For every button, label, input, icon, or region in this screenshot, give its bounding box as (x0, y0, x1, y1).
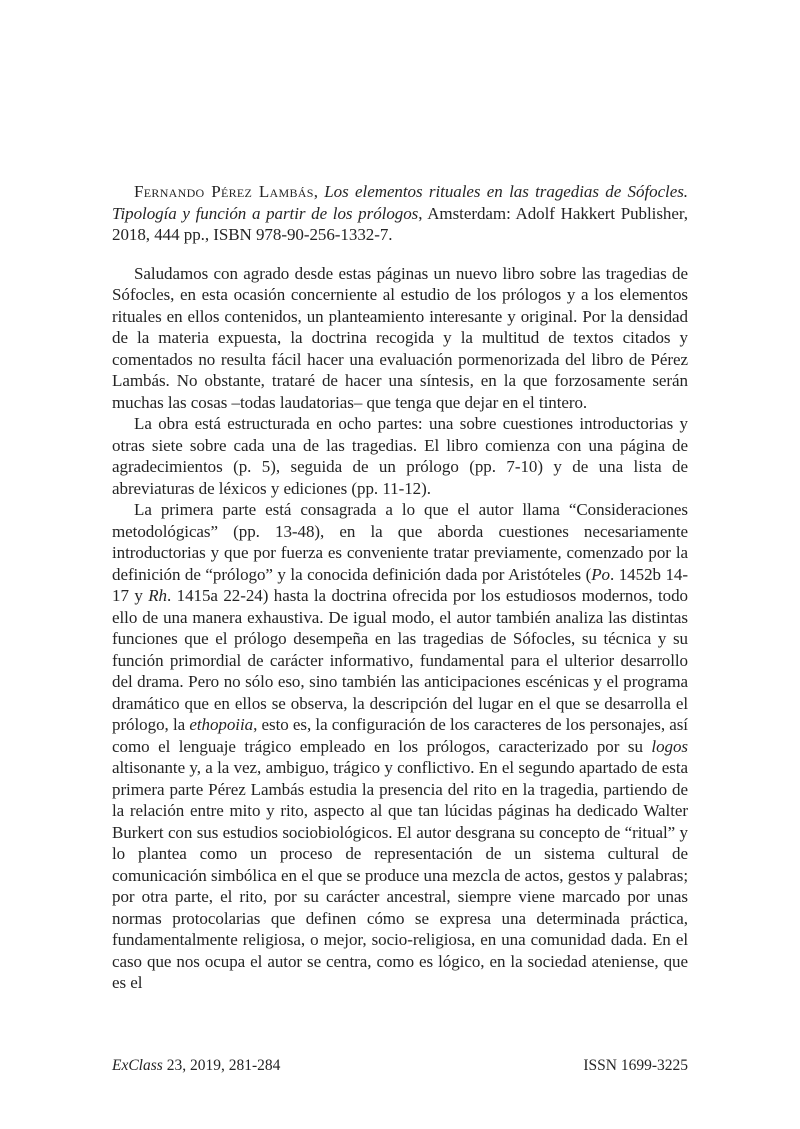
text-run-italic: Los elementos rituales en las tragedias de Sófocles. Tipología y función a partir de los prólogos (112, 182, 688, 223)
text-run-normal: Saludamos con agrado desde estas páginas un nuevo libro sobre las tragedias de Sófocles, en esta ocasión concerniente al estudio de los prólogos y a los elementos rituales en ellos contenidos, un planteamiento interesante y original. Por la densidad de la materia expuesta, la doctrina recogida y la multitud de textos citados y comentados no resulta fácil hacer una evaluación pormenorizada del libro de Pérez Lambás. No obstante, trataré de hacer una síntesis, en la que forzosamente serán muchas las cosas –todas laudatorias– que tenga que dejar en el tintero. (112, 263, 688, 412)
text-run-normal: , (313, 182, 325, 201)
text-run-normal: 23, 2019, 281-284 (162, 1057, 281, 1074)
paragraph-intro (112, 263, 688, 414)
text-run-normal: La primera parte está consagrada a lo que el autor llama “Consideraciones metodológicas” (pp. 13-48), en la que aborda cuestiones necesariamente introductorias y que por fuerza es conveniente tratar previamente, comenzado por la definición de “prólogo” y la conocida definición dada por Aristóteles ( (112, 500, 688, 584)
text-run-italic: logos (651, 736, 688, 756)
text-block (112, 181, 688, 994)
text-run-italic: ethopoiia (189, 715, 254, 734)
text-run-normal: . 1415a 22-24) hasta la doctrina ofrecida por los estudiosos modernos, todo ello de una manera exhaustiva. De igual modo, el autor también analiza las distintas funciones que el prólogo desempeña en las tragedias de Sófocles, su técnica y su función primordial de carácter informativo, fundamental para el ulterior desarrollo del drama. Pero no sólo eso, sino también las anticipaciones escénicas y el programa dramático que en ellos se observa, la descripción del lugar en el que se desarrolla el prólogo, la (112, 586, 688, 734)
page-footer (112, 1056, 688, 1076)
text-run-italic: Rh (148, 586, 167, 605)
paragraph-first-part (112, 499, 688, 994)
issn-label: ISSN 1699-3225 (583, 1057, 688, 1074)
text-run-normal: . 1452b 14-17 y (112, 564, 688, 605)
text-run-normal: , esto es, la configuración de los caracteres de los personajes, así como el lenguaje trágico empleado en los prólogos, caracterizado por su (112, 715, 688, 756)
text-run-normal: La obra está estructurada en ocho partes: una sobre cuestiones introductorias y otras siete sobre cada una de las tragedias. El libro comienza con una página de agradecimientos (p. 5), seguida de un prólogo (pp. 7-10) y de una lista de abreviaturas de léxicos y ediciones (pp. 11-12). (112, 414, 688, 498)
paragraph-structure (112, 413, 688, 499)
journal-citation (112, 1056, 280, 1076)
text-run-italic: ExClass (112, 1057, 163, 1074)
bibliographic-heading (112, 181, 688, 246)
text-run-smallcaps: Fernando Pérez Lambás (134, 182, 314, 201)
text-run-normal: altisonante y, a la vez, ambiguo, trágico y conflictivo. En el segundo apartado de esta primera parte Pérez Lambás estudia la presencia del rito en la tragedia, partiendo de la relación entre mito y rito, aspecto al que tan lúcidas páginas ha dedicado Walter Burkert con sus estudios sociobiológicos. El autor desgrana su concepto de “ritual” y lo plantea como un proceso de representación de un sistema cultural de comunicación simbólica en el que se produce una mezcla de actos, gestos y palabras; por otra parte, el rito, por su carácter ancestral, siempre viene marcado por unas normas protocolarias que definen cómo se expresa una determinada práctica, fundamentalmente religiosa, o mejor, socio-religiosa, en una comunidad dada. En el caso que nos ocupa el autor se centra, como es lógico, en la sociedad ateniense, que es el (112, 758, 688, 992)
text-run-normal: , Amsterdam: Adolf Hakkert Publisher, 2018, 444 pp., ISBN 978-90-256-1332-7. (112, 203, 688, 244)
text-run-italic: Po (591, 564, 610, 584)
